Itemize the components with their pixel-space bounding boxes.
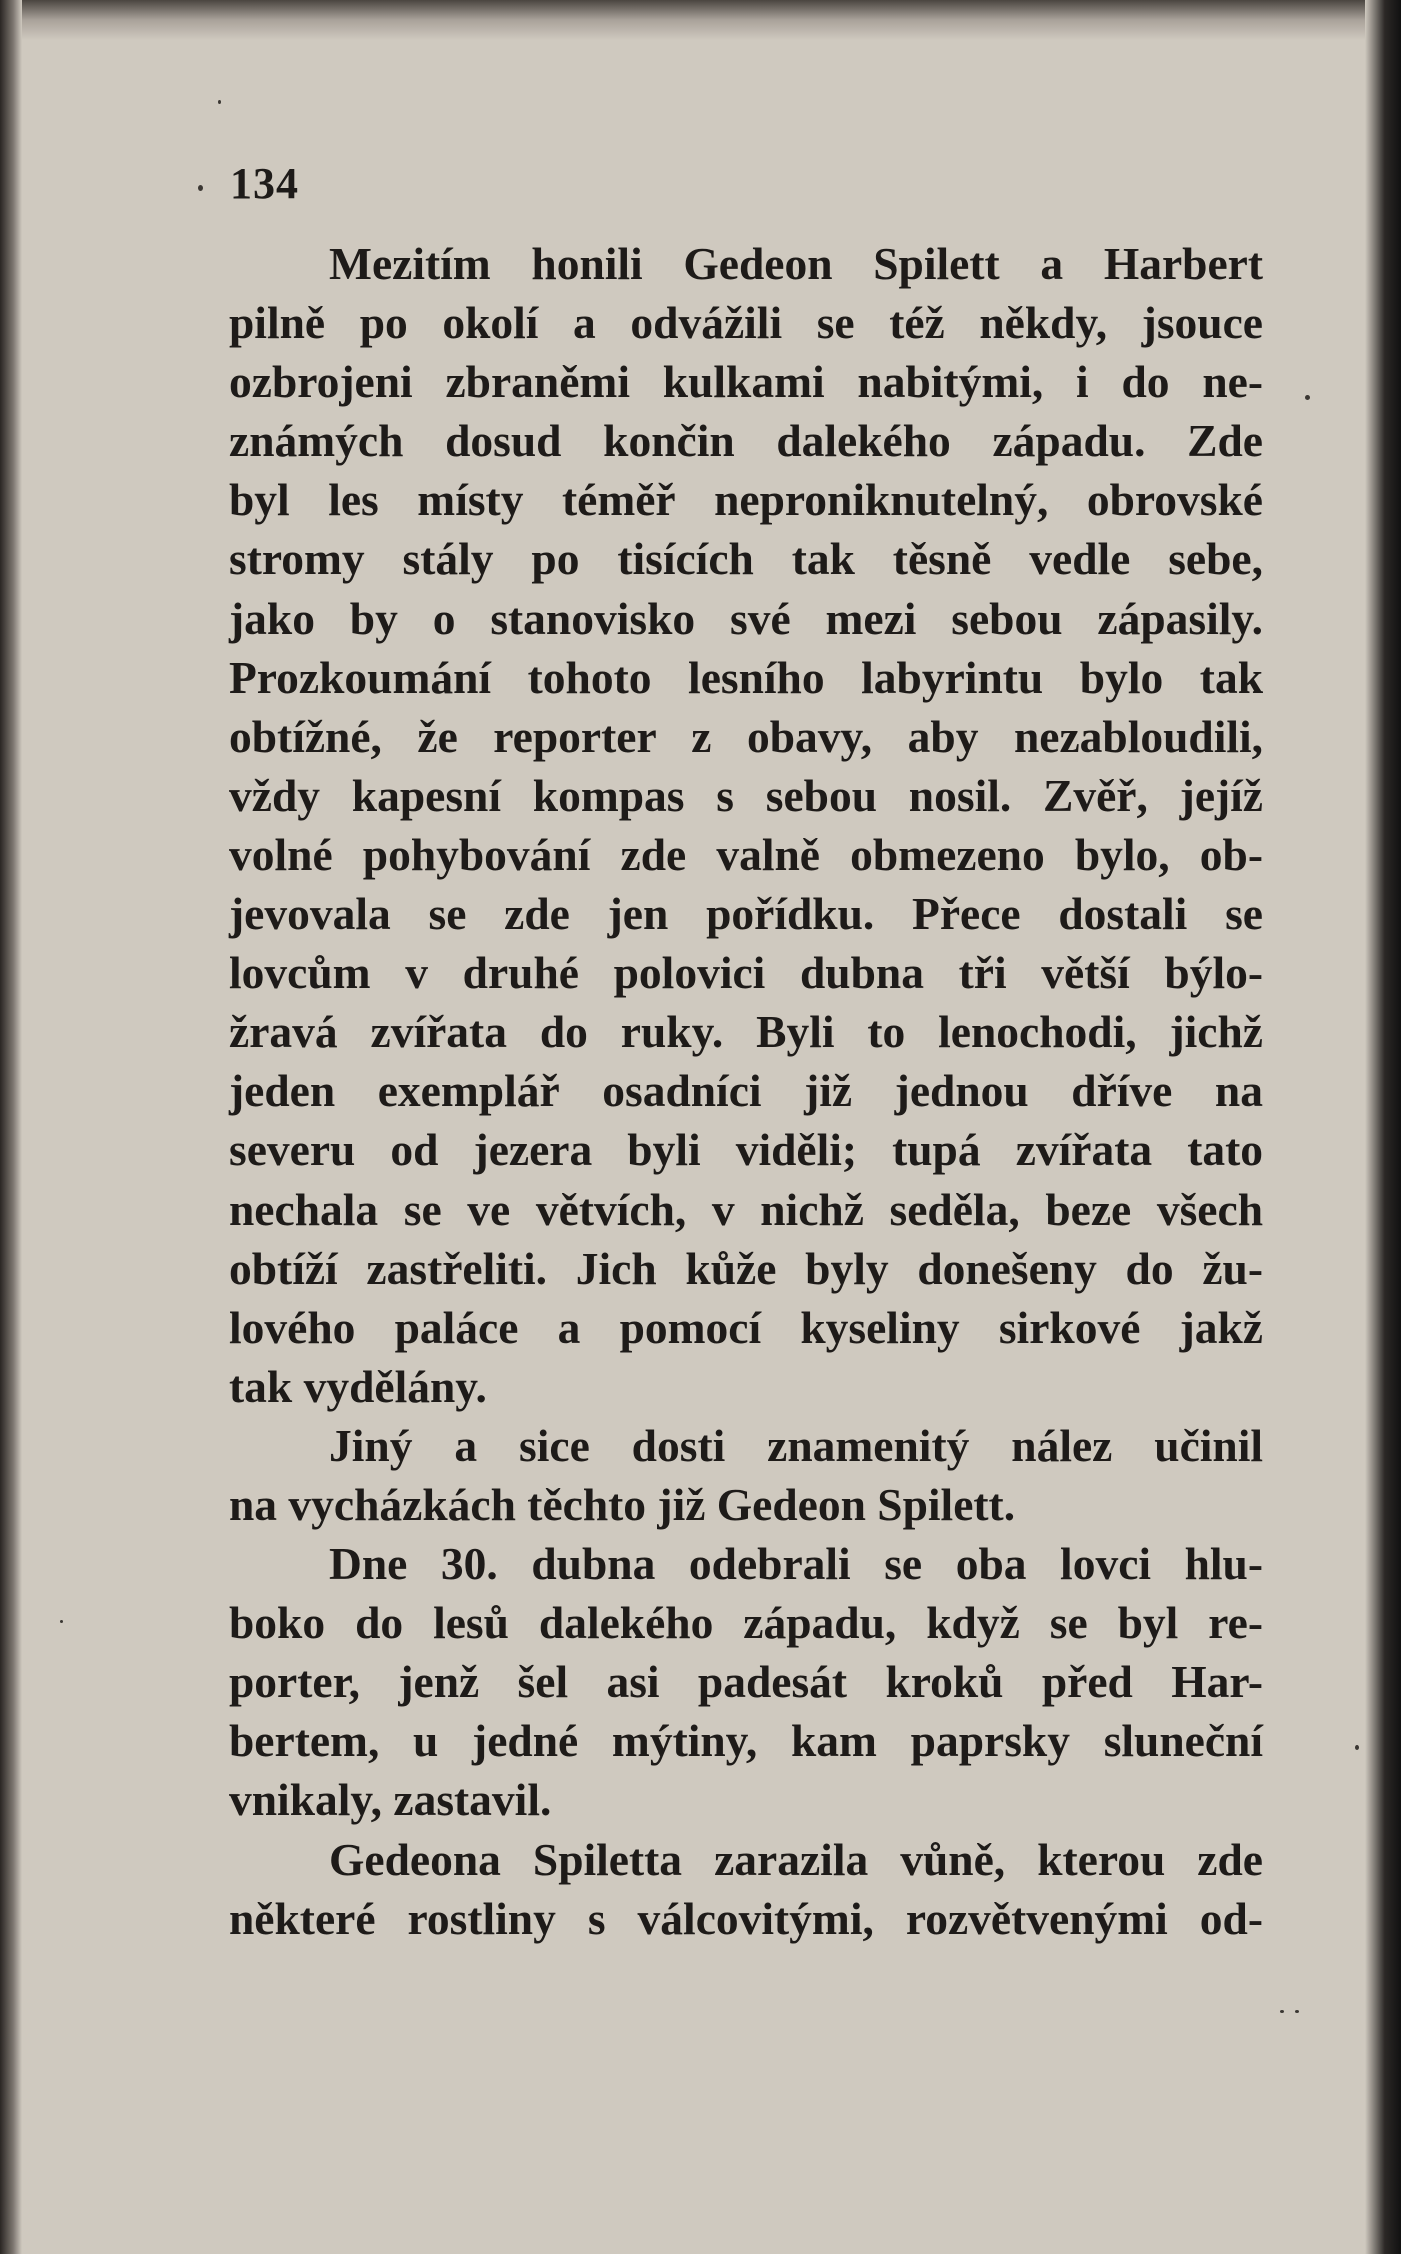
paper-speck bbox=[218, 100, 221, 104]
paragraph bbox=[229, 1534, 1263, 1829]
text-line: ozbrojeni zbraněmi kulkami nabitými, i do ne- bbox=[229, 356, 1263, 408]
text-line: jeden exemplář osadníci již jednou dříve na bbox=[229, 1065, 1263, 1117]
paragraph bbox=[229, 1830, 1263, 1948]
paper-speck bbox=[60, 1620, 63, 1623]
text-line: porter, jenž šel asi padesát kroků před Har- bbox=[229, 1656, 1263, 1708]
paper-speck bbox=[1305, 395, 1310, 400]
text-line: některé rostliny s válcovitými, rozvětvenými od- bbox=[229, 1892, 1263, 1944]
text-line: známých dosud končin dalekého západu. Zde bbox=[229, 415, 1263, 467]
text-line: bertem, u jedné mýtiny, kam paprsky sluneční bbox=[229, 1715, 1263, 1767]
text-line: nechala se ve větvích, v nichž seděla, beze všech bbox=[229, 1183, 1263, 1235]
paragraph bbox=[229, 1416, 1263, 1534]
text-line: vždy kapesní kompas s sebou nosil. Zvěř, jejíž bbox=[229, 769, 1263, 821]
text-line: obtížné, že reporter z obavy, aby nezabloudili, bbox=[229, 710, 1263, 762]
text-line: lovcům v druhé polovici dubna tři větší býlo- bbox=[229, 947, 1263, 999]
text-line: volné pohybování zde valně obmezeno bylo, ob- bbox=[229, 828, 1263, 880]
text-line: pilně po okolí a odvážili se též někdy, jsouce bbox=[229, 297, 1263, 349]
text-line: Prozkoumání tohoto lesního labyrintu bylo tak bbox=[229, 651, 1263, 703]
paper-speck bbox=[198, 185, 203, 191]
text-line: jako by o stanovisko své mezi sebou zápasily. bbox=[229, 592, 1263, 644]
text-line: boko do lesů dalekého západu, když se byl re- bbox=[229, 1597, 1263, 1649]
paper-speck bbox=[1280, 2010, 1284, 2013]
text-line: jevovala se zde jen pořídku. Přece dostali se bbox=[229, 888, 1263, 940]
text-line: obtíží zastřeliti. Jich kůže byly donešeny do žu- bbox=[229, 1242, 1263, 1294]
scan-left-edge bbox=[0, 0, 22, 2254]
text-line: stromy stály po tisících tak těsně vedle sebe, bbox=[229, 533, 1263, 585]
page-text bbox=[229, 234, 1263, 1948]
scan-top-edge bbox=[0, 0, 1401, 40]
text-line: byl les místy téměř neproniknutelný, obrovské bbox=[229, 474, 1263, 526]
page-number: 134 bbox=[230, 159, 299, 208]
text-line: vnikaly, zastavil. bbox=[229, 1774, 552, 1826]
paper-speck bbox=[1295, 2010, 1299, 2013]
scan-right-edge bbox=[1365, 0, 1401, 2254]
text-line: lového paláce a pomocí kyseliny sirkové jakž bbox=[229, 1301, 1263, 1353]
paragraph bbox=[229, 234, 1263, 1416]
text-line: Mezitím honili Gedeon Spilett a Harbert bbox=[329, 238, 1263, 289]
text-line: tak vydělány. bbox=[229, 1360, 487, 1412]
paper-speck bbox=[1355, 1745, 1359, 1750]
text-line: severu od jezera byli viděli; tupá zvířata tato bbox=[229, 1124, 1263, 1176]
text-line: žravá zvířata do ruky. Byli to lenochodi, jichž bbox=[229, 1006, 1263, 1058]
text-line: na vycházkách těchto již Gedeon Spilett. bbox=[229, 1478, 1016, 1530]
text-line: Dne 30. dubna odebrali se oba lovci hlu- bbox=[329, 1538, 1263, 1590]
text-line: Jiný a sice dosti znamenitý nález učinil bbox=[329, 1419, 1263, 1471]
text-line: Gedeona Spiletta zarazila vůně, kterou zde bbox=[329, 1833, 1263, 1885]
